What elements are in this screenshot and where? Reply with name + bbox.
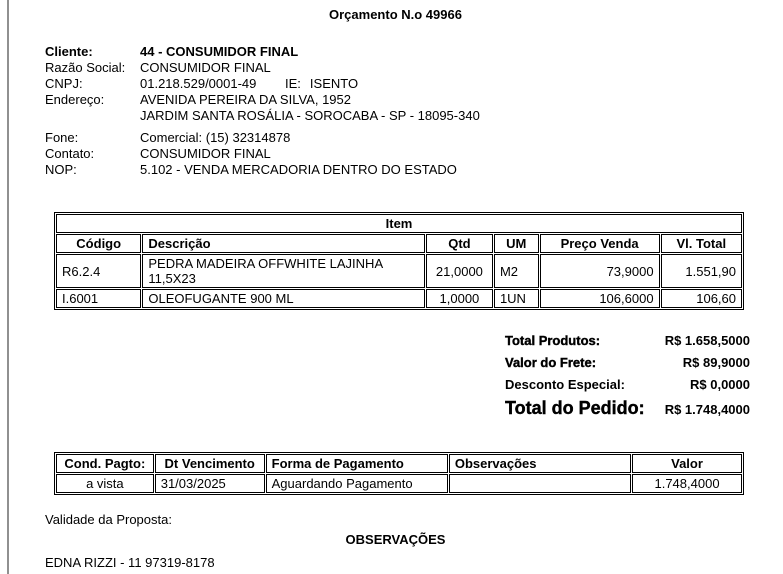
item-preco: 106,6000 [540,289,660,308]
contato-label: Contato: [45,146,95,161]
nop-row [45,162,685,178]
item-row [56,289,742,308]
desconto-especial-value: R$ 0,0000 [690,377,750,392]
endereco-row-2 [45,108,685,124]
item-total: 106,60 [661,289,742,308]
cliente-value: 44 - CONSUMIDOR FINAL [140,44,299,59]
item-um: 1UN [494,289,539,308]
payment-valor: 1.748,4000 [632,474,742,493]
contato-value: CONSUMIDOR FINAL [140,146,271,161]
item-total: 1.551,90 [661,254,742,288]
col-valor: Valor [632,454,742,473]
payment-vencimento: 31/03/2025 [155,474,265,493]
document-title: Orçamento N.o 49966 [329,7,462,22]
cnpj-row [45,76,685,92]
nop-value: 5.102 - VENDA MERCADORIA DENTRO DO ESTADO [140,162,457,177]
contact-line: EDNA RIZZI - 11 97319-8178 [45,555,215,570]
item-table-group-header: Item [56,214,742,233]
endereco-value: AVENIDA PEREIRA DA SILVA, 1952 [140,92,351,107]
item-preco: 73,9000 [540,254,660,288]
total-produtos-value: R$ 1.658,5000 [664,333,750,348]
col-forma-pagamento: Forma de Pagamento [266,454,448,473]
razao-social-row [45,60,685,76]
razao-label: Razão Social: [45,60,126,75]
contato-row [45,146,685,162]
fone-value: Comercial: (15) 32314878 [140,130,291,145]
total-pedido-value: R$ 1.748,4000 [664,402,750,417]
col-cond-pagto: Cond. Pagto: [56,454,154,473]
col-observacoes: Observações [449,454,631,473]
fone-row [45,130,685,146]
ie-label: IE: [285,76,301,91]
valor-frete-row [505,352,750,374]
desconto-especial-row [505,374,750,396]
payment-table-header-row [56,454,742,473]
col-qtd: Qtd [426,234,493,253]
endereco-label: Endereço: [45,92,105,107]
item-row [56,254,742,288]
item-um: M2 [494,254,539,288]
total-pedido-row [505,398,750,419]
col-vl-total: Vl. Total [661,234,742,253]
item-codigo: R6.2.4 [56,254,141,288]
payment-cond: a vista [56,474,154,493]
col-codigo: Código [56,234,141,253]
client-info-block [45,44,685,178]
total-produtos-row [505,330,750,352]
payment-table [54,452,744,495]
ie-value: ISENTO [309,76,359,91]
total-pedido-label: Total do Pedido: [505,398,645,418]
cnpj-value: 01.218.529/0001-49 [140,76,257,91]
valor-frete-label: Valor do Frete: [505,355,597,370]
endereco-value-2: JARDIM SANTA ROSÁLIA - SOROCABA - SP - 18095-340 [140,108,480,123]
validade-proposta-label: Validade da Proposta: [45,512,172,527]
valor-frete-value: R$ 89,9000 [682,355,750,370]
totals-block [505,330,750,419]
payment-forma: Aguardando Pagamento [266,474,448,493]
nop-label: NOP: [45,162,77,177]
fone-label: Fone: [45,130,79,145]
item-table [54,212,744,310]
payment-row [56,474,742,493]
item-table-group-header-row [56,214,742,233]
observacoes-title: OBSERVAÇÕES [345,532,446,547]
item-descricao: OLEOFUGANTE 900 ML [142,289,425,308]
page-left-border [7,0,9,574]
cnpj-label: CNPJ: [45,76,83,91]
col-dt-vencimento: Dt Vencimento [155,454,265,473]
item-descricao: PEDRA MADEIRA OFFWHITE LAJINHA 11,5X23 [142,254,425,288]
cliente-label: Cliente: [45,44,93,59]
col-descricao: Descrição [142,234,425,253]
client-row [45,44,685,60]
payment-observacoes [449,474,631,493]
total-produtos-label: Total Produtos: [505,333,601,348]
item-codigo: I.6001 [56,289,141,308]
item-table-header-row [56,234,742,253]
col-um: UM [494,234,539,253]
item-qtd: 21,0000 [426,254,493,288]
desconto-especial-label: Desconto Especial: [505,377,625,392]
item-qtd: 1,0000 [426,289,493,308]
endereco-row [45,92,685,108]
col-preco-venda: Preço Venda [540,234,660,253]
razao-value: CONSUMIDOR FINAL [140,60,271,75]
